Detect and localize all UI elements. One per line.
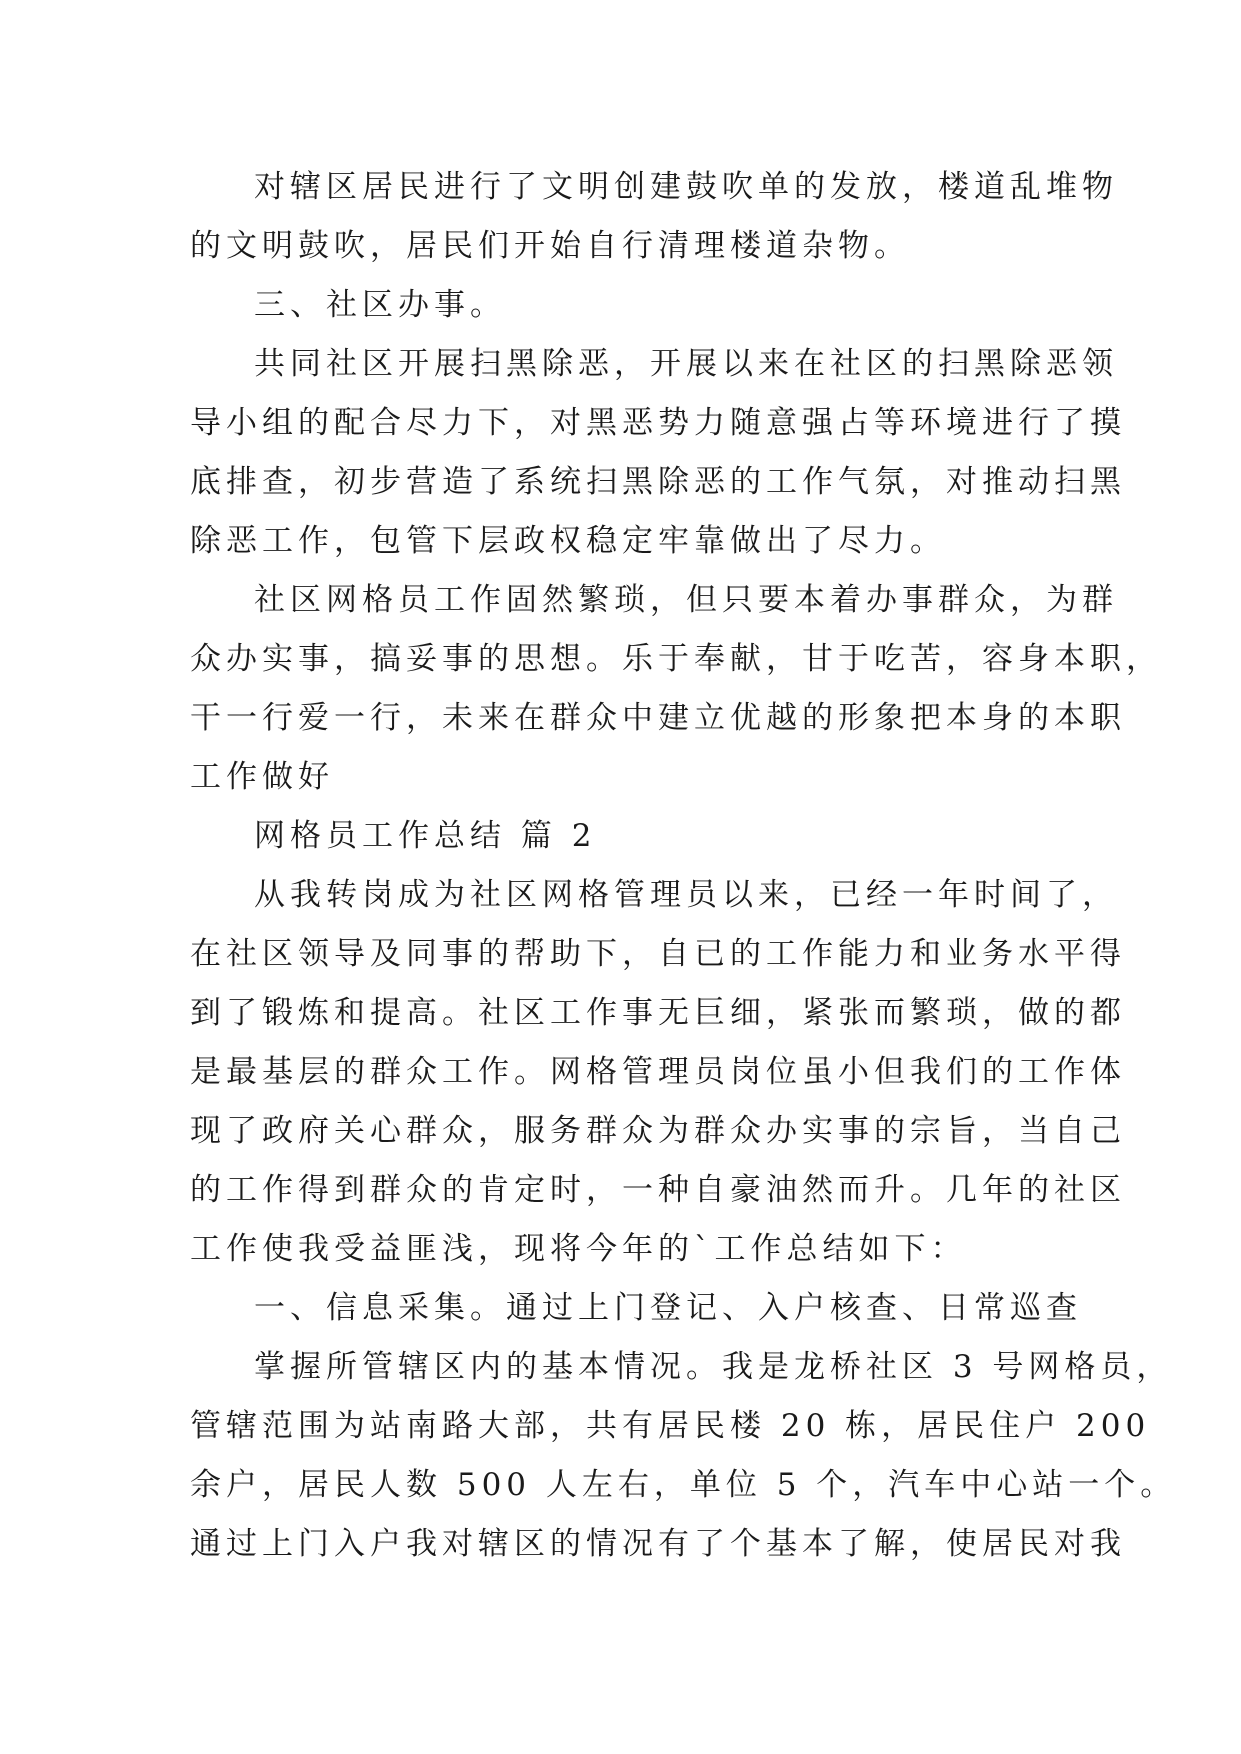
text-line: 一、信息采集。通过上门登记、入户核查、日常巡查 [254, 1290, 1082, 1326]
text-line: 三、社区办事。 [254, 287, 506, 323]
text-line: 工作做好 [190, 759, 334, 795]
document-body [190, 158, 1177, 1574]
text-line: 余户，居民人数 500 人左右，单位 5 个，汽车中心站一个。 [190, 1467, 1177, 1503]
text-line: 导小组的配合尽力下，对黑恶势力随意强占等环境进行了摸 [190, 405, 1126, 441]
text-line: 掌握所管辖区内的基本情况。我是龙桥社区 3 号网格员， [254, 1349, 1173, 1385]
text-line: 通过上门入户我对辖区的情况有了个基本了解，使居民对我 [190, 1526, 1126, 1562]
text-line: 社区网格员工作固然繁琐，但只要本着办事群众，为群 [254, 582, 1118, 618]
text-line: 网格员工作总结 篇 2 [254, 818, 597, 854]
text-line: 的工作得到群众的肯定时，一种自豪油然而升。几年的社区 [190, 1172, 1126, 1208]
text-line: 从我转岗成为社区网格管理员以来，已经一年时间了， [254, 877, 1118, 913]
text-line: 众办实事，搞妥事的思想。乐于奉献，甘于吃苦，容身本职， [190, 641, 1162, 677]
text-line: 现了政府关心群众，服务群众为群众办实事的宗旨，当自己 [190, 1113, 1126, 1149]
text-line: 干一行爱一行，未来在群众中建立优越的形象把本身的本职 [190, 700, 1126, 736]
text-line: 是最基层的群众工作。网格管理员岗位虽小但我们的工作体 [190, 1054, 1126, 1090]
text-line: 到了锻炼和提高。社区工作事无巨细，紧张而繁琐，做的都 [190, 995, 1126, 1031]
text-line: 在社区领导及同事的帮助下，自已的工作能力和业务水平得 [190, 936, 1126, 972]
text-line: 的文明鼓吹，居民们开始自行清理楼道杂物。 [190, 228, 910, 264]
text-line: 对辖区居民进行了文明创建鼓吹单的发放，楼道乱堆物 [254, 169, 1118, 205]
text-line: 共同社区开展扫黑除恶，开展以来在社区的扫黑除恶领 [254, 346, 1118, 382]
text-line: 工作使我受益匪浅，现将今年的`工作总结如下： [190, 1231, 967, 1267]
text-line: 除恶工作，包管下层政权稳定牢靠做出了尽力。 [190, 523, 946, 559]
text-line: 底排查，初步营造了系统扫黑除恶的工作气氛，对推动扫黑 [190, 464, 1126, 500]
text-line: 管辖范围为站南路大部，共有居民楼 20 栋，居民住户 200 [190, 1408, 1151, 1444]
